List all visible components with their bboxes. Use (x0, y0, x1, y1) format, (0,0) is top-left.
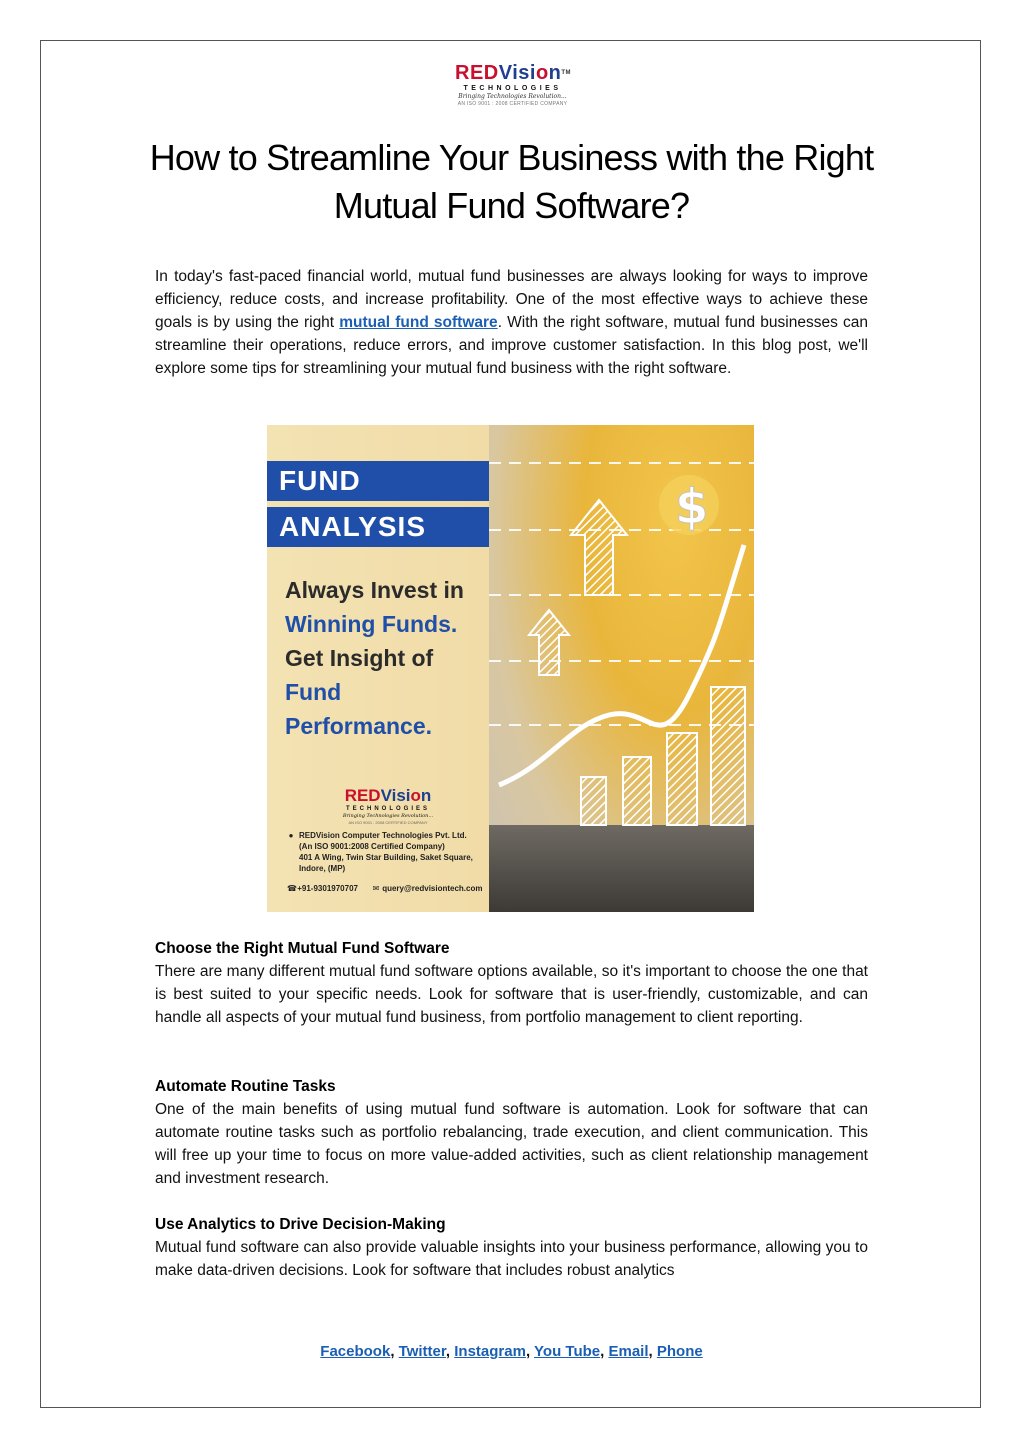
slogan-line-1: Always Invest in (285, 577, 464, 603)
email-link[interactable]: Email (608, 1343, 649, 1360)
logo-iso: AN ISO 9001 : 2008 CERTIFIED COMPANY (457, 101, 568, 107)
hero-logo-iso: AN ISO 9001 : 2008 CERTIFIED COMPANY (348, 820, 428, 825)
youtube-link[interactable]: You Tube (534, 1343, 601, 1360)
section-body-analytics: Mutual fund software can also provide valuable insights into your business performance, allowing you to make data-driven decisions. Look for software that includes robust analytics (155, 1239, 868, 1279)
hero-logo-blue: Visi (380, 786, 411, 805)
address-line-2: (An ISO 9001:2008 Certified Company) (299, 842, 445, 851)
address-line-3: 401 A Wing, Twin Star Building, Saket Square, (299, 853, 473, 862)
section-body-automate: One of the main benefits of using mutual fund software is automation. Look for software that can automate routine tasks such as portfolio rebalancing, trade execution, and client communication. This will free up your time to focus on more value-added activities, such as client relationship management and investment research. (155, 1101, 868, 1187)
phone-link[interactable]: Phone (656, 1343, 703, 1360)
address-line-1: REDVision Computer Technologies Pvt. Ltd. (299, 831, 467, 840)
logo-tagline: Bringing Technologies Revolution... (458, 93, 567, 100)
banner-fund: FUND (267, 461, 489, 501)
page-title: How to Streamline Your Business with the Right Mutual Fund Software? (149, 137, 874, 226)
hero-phone: +91-9301970707 (297, 884, 358, 893)
hero-company-logo (333, 787, 443, 826)
instagram-link[interactable]: Instagram (454, 1343, 526, 1360)
logo-technologies: TECHNOLOGIES (463, 85, 562, 92)
growth-chart-illustration (489, 425, 754, 912)
fund-analysis-image (267, 425, 754, 912)
hero-logo-tech: TECHNOLOGIES (345, 806, 430, 812)
section-heading-analytics: Use Analytics to Drive Decision-Making (155, 1216, 446, 1233)
intro-text-after-link: . With the right software, mutual fund businesses can streamline their operations, reduce errors, and improve customer satisfaction. In this blog post, we'll explore some tips for streamlining your mutual fund business with the right software. (155, 314, 868, 377)
hero-email: query@redvisiontech.com (382, 884, 483, 893)
logo-tm: TM (561, 70, 572, 76)
slogan-line-4: Fund (285, 679, 342, 705)
slogan-line-2: Winning Funds. (285, 611, 458, 637)
slogan-line-5: Performance. (285, 713, 433, 739)
company-logo (455, 62, 570, 112)
address-line-4: Indore, (MP) (299, 864, 346, 873)
hero-logo-red: RED (344, 786, 381, 805)
logo-red-text: RED (455, 62, 499, 84)
logo-blue-text: Visi (498, 62, 536, 84)
intro-text-before-link: In today's fast-paced financial world, mutual fund businesses are always looking for ways to improve efficiency, reduce costs, and increase profitability. One of the most effective ways to achieve these goals is by using the right (155, 268, 868, 331)
location-pin-icon: ● (288, 831, 294, 840)
footer-social-links: Facebook, Twitter, Instagram, You Tube, Email, Phone (320, 1343, 703, 1360)
section-heading-automate: Automate Routine Tasks (155, 1078, 336, 1095)
logo-o-text: o (535, 62, 549, 84)
section-body-choose: There are many different mutual fund software options available, so it's important to choose the one that is best suited to your specific needs. Look for software that is user-friendly, customizable, and can handle all aspects of your mutual fund business, from portfolio management to client reporting. (155, 963, 868, 1026)
dollar-sign-icon: $ (675, 479, 709, 535)
hero-slogan (285, 573, 495, 743)
hero-contact (287, 883, 517, 894)
hero-logo-o: o (410, 786, 421, 805)
hero-logo-n: n (420, 786, 432, 805)
facebook-link[interactable]: Facebook (320, 1343, 391, 1360)
hero-address (287, 830, 497, 874)
slogan-line-3: Get Insight of (285, 645, 434, 671)
banner-analysis: ANALYSIS (267, 507, 489, 547)
section-heading-choose: Choose the Right Mutual Fund Software (155, 940, 450, 957)
email-icon: ✉ (372, 884, 380, 893)
mutual-fund-software-link[interactable]: mutual fund software (339, 314, 498, 331)
phone-icon: ☎ (287, 884, 297, 893)
logo-n-text: n (548, 62, 562, 84)
intro-paragraph (155, 265, 868, 380)
twitter-link[interactable]: Twitter (398, 1343, 446, 1360)
hero-logo-tagline: Bringing Technologies Revolution... (342, 813, 434, 819)
